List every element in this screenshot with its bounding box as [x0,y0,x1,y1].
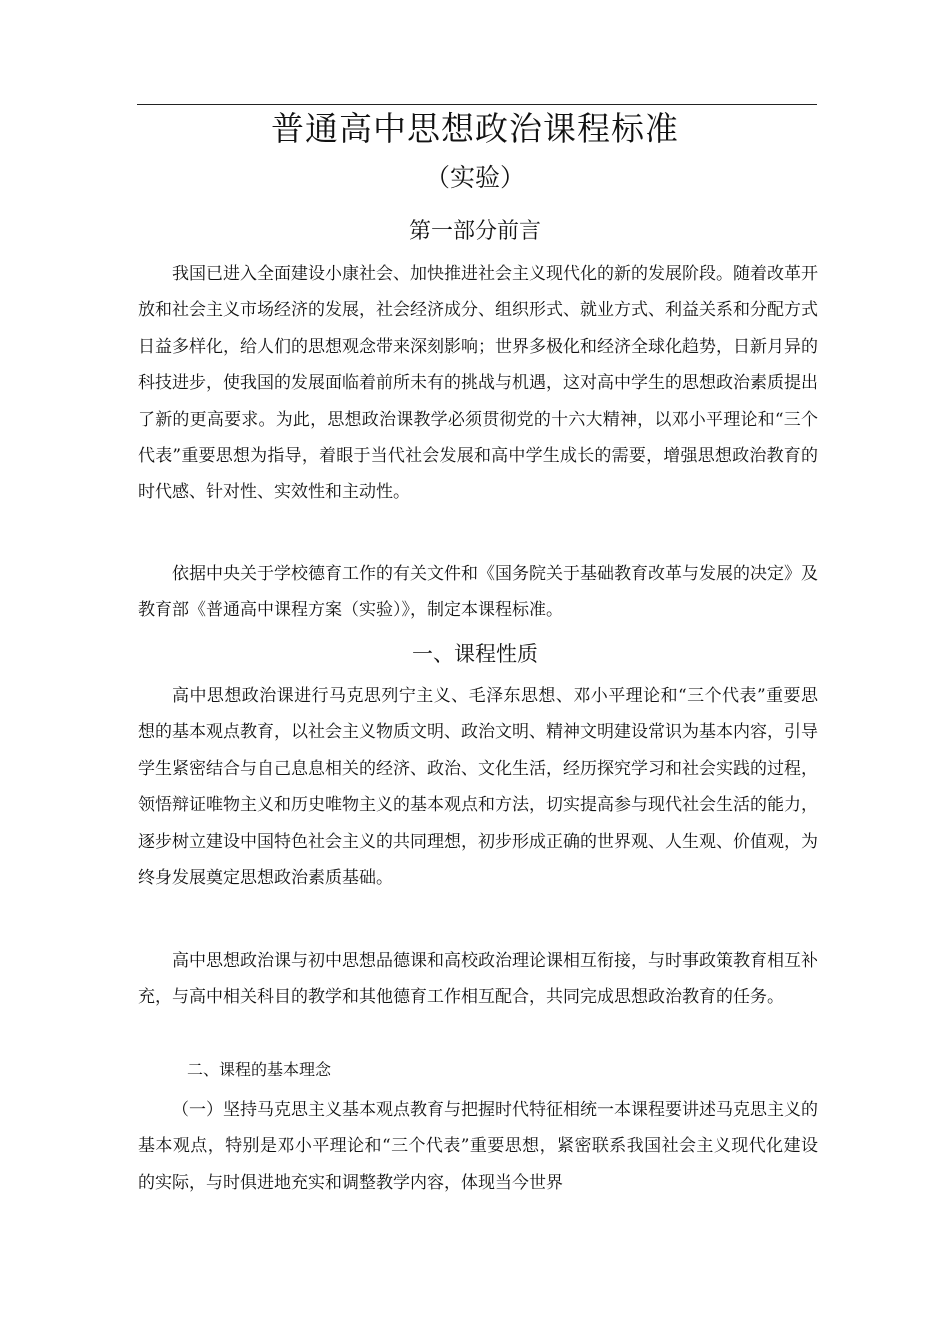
section-title-philosophy: 二、课程的基本理念 [187,1060,332,1079]
section-title-nature: 一、课程性质 [412,642,538,666]
document-subtitle: （实验） [424,163,525,192]
nature-paragraph-2: 高中思想政治课与初中思想品德课和高校政治理论课相互衔接，与时事政策教育相互补充，与高中相关科目的教学和其他德育工作相互配合，共同完成思想政治教育的任务。 [138,951,818,1008]
preface-paragraph-2: 依据中央关于学校德育工作的有关文件和《国务院关于基础教育改革与发展的决定》及教育部《普通高中课程方案（实验）》，制定本课程标准。 [138,564,818,621]
document-title: 普通高中思想政治课程标准 [271,109,679,148]
philosophy-paragraph-1: （一）坚持马克思主义基本观点教育与把握时代特征相统一本课程要讲述马克思主义的基本观点，特别是邓小平理论和“三个代表”重要思想，紧密联系我国社会主义现代化建设的实际，与时俱进地充实和调整教学内容，体现当今世界 [138,1100,818,1193]
preface-paragraph-1: 我国已进入全面建设小康社会、加快推进社会主义现代化的新的发展阶段。随着改革开放和社会主义市场经济的发展，社会经济成分、组织形式、就业方式、利益关系和分配方式日益多样化，给人们的思想观念带来深刻影响；世界多极化和经济全球化趋势，日新月异的科技进步，使我国的发展面临着前所未有的挑战与机遇，这对高中学生的思想政治素质提出了新的更高要求。为此，思想政治课教学必须贯彻党的十六大精神，以邓小平理论和“三个代表”重要思想为指导，着眼于当代社会发展和高中学生成长的需要，增强思想政治教育的时代感、针对性、实效性和主动性。 [138,264,818,503]
header-rule [137,104,817,105]
nature-paragraph-1: 高中思想政治课进行马克思列宁主义、毛泽东思想、邓小平理论和“三个代表”重要思想的基本观点教育，以社会主义物质文明、政治文明、精神文明建设常识为基本内容，引导学生紧密结合与自己息息相关的经济、政治、文化生活，经历探究学习和社会实践的过程，领悟辩证唯物主义和历史唯物主义的基本观点和方法，切实提高参与现代社会生活的能力，逐步树立建设中国特色社会主义的共同理想，初步形成正确的世界观、人生观、价值观，为终身发展奠定思想政治素质基础。 [138,686,818,889]
part-title: 第一部分前言 [408,219,541,244]
